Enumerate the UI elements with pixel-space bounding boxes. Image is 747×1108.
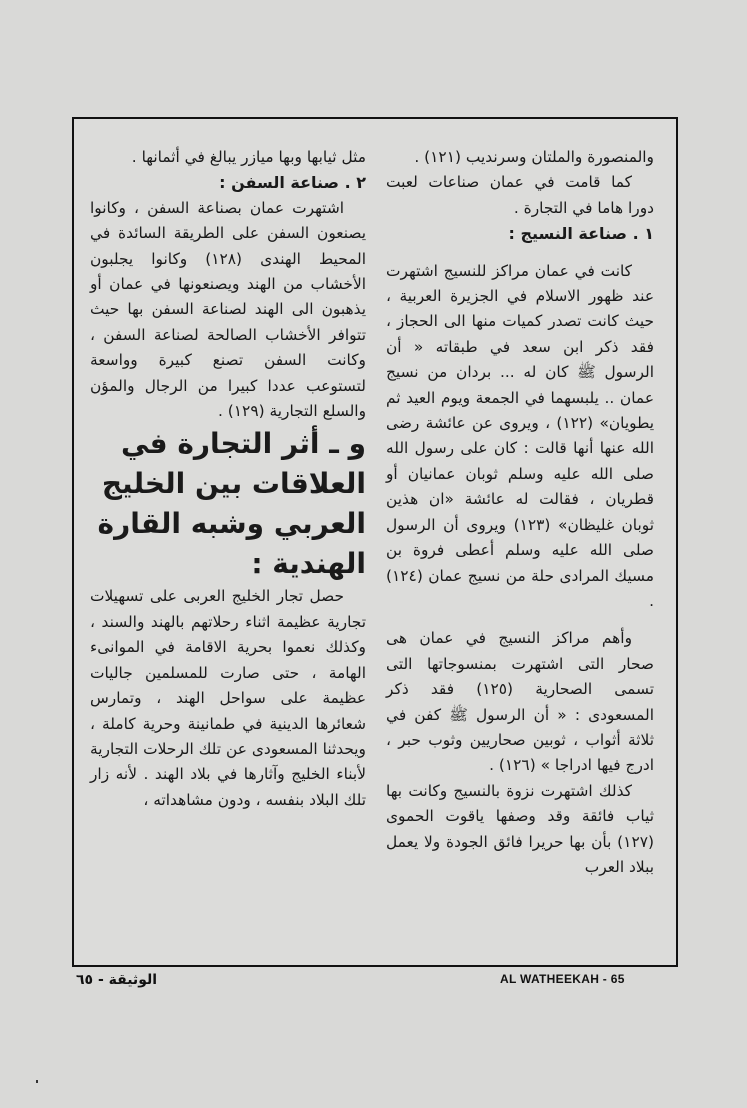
intro-paragraph: كما قامت في عمان صناعات لعبت دورا هاما في التجارة . (386, 173, 654, 217)
shipbuilding-paragraph: اشتهرت عمان بصناعة السفن ، وكانوا يصنعون السفن على الطريقة السائدة في المحيط الهندى (١٢٨) وكانوا يجلبون الأخشاب من الهند ويصنعونها في عمان أو يذهبون الى الهند لصناعة السفن بها حيث تتوافر الأخشاب الصالحة لصناعة السفن ، وكانت السفن تصنع كبيرة وواسعة لتستوعب عددا كبيرا من الرجال والمؤن والسلع التجارية (١٢٩) . (90, 198, 366, 421)
trade-impact-paragraph: حصل تجار الخليج العربى على تسهيلات تجارية عظيمة اثناء رحلاتهم بالهند والسند ، وكذلك نعموا بحرية الاقامة في الموانىء الهامة ، حتى صارت للمسلمين جاليات عظيمة على سواحل الهند ، وتمارس شعائرها الدينية في طمانينة وحرية كاملة ، ويحدثنا المسعودى عن تلك الرحلات التجارية لأبناء الخليج وآثارها في بلاد الهند . لأنه زار تلك البلاد بنفسه ، ودون مشاهداته ، (90, 587, 366, 809)
left-column (90, 145, 366, 813)
page-frame (72, 117, 678, 967)
footer-arabic-folio: الوثيقة - ٦٥ (76, 972, 158, 988)
textile-paragraph-3: كذلك اشتهرت نزوة بالنسيج وكانت بها ثياب فائقة وقد وصفها ياقوت الحموى (١٢٧) بأن بها حريرا فائق الجودة ولا يعمل ببلاد العرب (386, 781, 654, 876)
heading-textile-industry: ١ . صناعة النسيج : (508, 224, 654, 244)
textile-paragraph-1: كانت في عمان مراكز للنسيج اشتهرت عند ظهور الاسلام في الجزيرة العربية ، حيث كانت تصدر كميات منها الى الحجاز ، فقد ذكر ابن سعد في طبقاته « أن الرسول ﷺ كان له ... بردان من نسيج عمان .. يلبسهما في الجمعة ويوم العيد ثم يطويان» (١٢٢) ، ويروى عن عائشة رضى الله عنها أنها قالت : كان على رسول الله صلى الله عليه وسلم ثوبان عمانيان أو قطريان ، فقالت له عائشة «ان هذين ثوبان غليظان» (١٢٣) ويروى أن الرسول صلى الله عليه وسلم أعطى فروة بن مسيك المرادى حلة من نسيج عمان (١٢٤) . (386, 261, 654, 610)
scan-speck (36, 1080, 38, 1083)
footer-english-folio: AL WATHEEKAH - 65 (500, 972, 625, 986)
heading-trade-impact: و ـ أثر التجارة في العلاقات بين الخليج العربي وشبه القارة الهندية : (97, 427, 366, 581)
textile-paragraph-2: وأهم مراكز النسيج في عمان هى صحار التى اشتهرت بمنسوجاتها التى تسمى الصحارية (١٢٥) فقد ذكر المسعودى : « أن الرسول ﷺ كفن في ثلاثة أثواب ، ثوبين صحاريين وثوب حبر ، ادرج فيها ادراجا » (١٢٦) . (386, 629, 654, 775)
right-column (386, 145, 654, 880)
heading-shipbuilding: ٢ . صناعة السفن : (219, 173, 366, 193)
right-top-line: والمنصورة والملتان وسرنديب (١٢١) . (414, 148, 654, 166)
left-top-line: مثل ثيابها وبها ميازر يبالغ في أثمانها . (131, 148, 366, 166)
